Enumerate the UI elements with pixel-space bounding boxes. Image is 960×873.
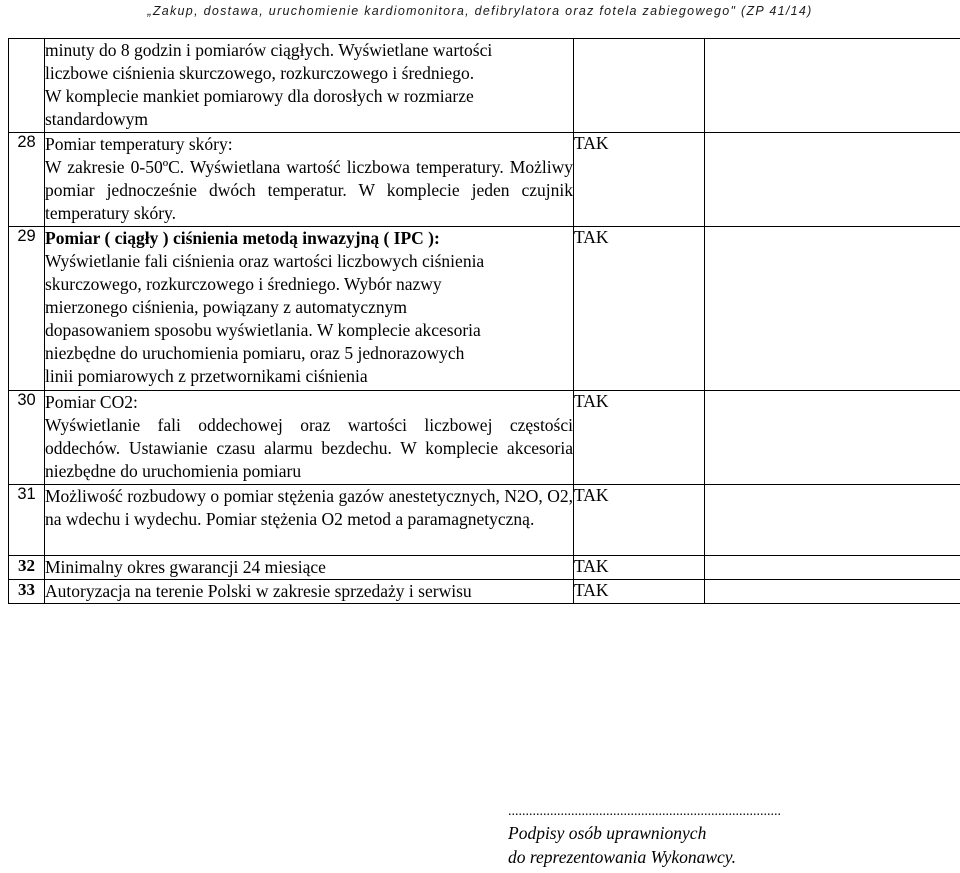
table-row (9, 485, 960, 556)
table-row (9, 227, 960, 391)
signature-block (508, 803, 928, 869)
description-line: standardowym (45, 109, 149, 129)
row-offer-cell (705, 391, 960, 485)
row-number: 29 (9, 227, 45, 391)
description-line: dopasowaniem sposobu wyświetlania. W komplecie akcesoria (45, 320, 481, 340)
row-description (45, 39, 574, 133)
description-text: W zakresie 0-50ºC. Wyświetlana wartość liczbowa temperatury. Możliwy pomiar jednocześnie dwóch temperatur. W komplecie jeden czujnik temperatury skóry. (45, 157, 573, 223)
row-value: TAK (574, 133, 705, 227)
description-line: minuty do 8 godzin i pomiarów ciągłych. Wyświetlane wartości (45, 40, 493, 60)
description-text: Wyświetlanie fali oddechowej oraz wartości liczbowej częstości oddechów. Ustawianie czasu alarmu bezdechu. W komplecie akcesoria niezbędne do uruchomienia pomiaru (45, 415, 573, 481)
row-description (45, 133, 574, 227)
description-line: liczbowe ciśnienia skurczowego, rozkurczowego i średniego. (45, 63, 475, 83)
signature-dots: .............................................................................. (508, 804, 781, 819)
table-row (9, 39, 960, 133)
row-number: 33 (9, 580, 45, 604)
description-line: linii pomiarowych z przetwornikami ciśnienia (45, 366, 368, 386)
row-number (9, 39, 45, 133)
description-line: mierzonego ciśnienia, powiązany z automatycznym (45, 297, 408, 317)
description-text: Możliwość rozbudowy o pomiar stężenia gazów anestetycznych, N2O, O2, na wdechu i wydechu. Pomiar stężenia O2 metod a paramagnetyczną. (45, 486, 573, 529)
description-line: Wyświetlanie fali ciśnienia oraz wartości liczbowych ciśnienia (45, 251, 485, 271)
description-title: Pomiar temperatury skóry: (45, 134, 233, 154)
description-line: niezbędne do uruchomienia pomiaru, oraz 5 jednorazowych (45, 343, 465, 363)
row-offer-cell (705, 133, 960, 227)
row-number: 28 (9, 133, 45, 227)
row-description (45, 227, 574, 391)
specification-table (8, 38, 960, 604)
row-offer-cell (705, 580, 960, 604)
table-row (9, 133, 960, 227)
row-description (45, 485, 574, 556)
row-description: Autoryzacja na terenie Polski w zakresie sprzedaży i serwisu (45, 580, 574, 604)
document-header: „Zakup, dostawa, uruchomienie kardiomonitora, defibrylatora oraz fotela zabiegowego" (ZP 41/14) (147, 4, 813, 18)
row-offer-cell (705, 227, 960, 391)
description-title: Pomiar ( ciągły ) ciśnienia metodą inwazyjną ( IPC ): (45, 228, 440, 248)
row-value: TAK (574, 556, 705, 580)
row-description: Minimalny okres gwarancji 24 miesiące (45, 556, 574, 580)
row-number: 32 (9, 556, 45, 580)
table-row (9, 580, 960, 604)
table-row (9, 391, 960, 485)
description-title: Pomiar CO2: (45, 392, 138, 412)
description-line: W komplecie mankiet pomiarowy dla dorosłych w rozmiarze (45, 86, 474, 106)
row-value: TAK (574, 391, 705, 485)
table-row (9, 556, 960, 580)
signature-caption-line-1: Podpisy osób uprawnionych (508, 823, 707, 843)
signature-caption-line-2: do reprezentowania Wykonawcy. (508, 847, 736, 867)
row-value (574, 39, 705, 133)
row-offer-cell (705, 556, 960, 580)
row-description (45, 391, 574, 485)
row-value: TAK (574, 485, 705, 556)
row-offer-cell (705, 39, 960, 133)
row-value: TAK (574, 580, 705, 604)
row-value: TAK (574, 227, 705, 391)
row-number: 30 (9, 391, 45, 485)
description-line: skurczowego, rozkurczowego i średniego. Wybór nazwy (45, 274, 442, 294)
row-number: 31 (9, 485, 45, 556)
row-offer-cell (705, 485, 960, 556)
